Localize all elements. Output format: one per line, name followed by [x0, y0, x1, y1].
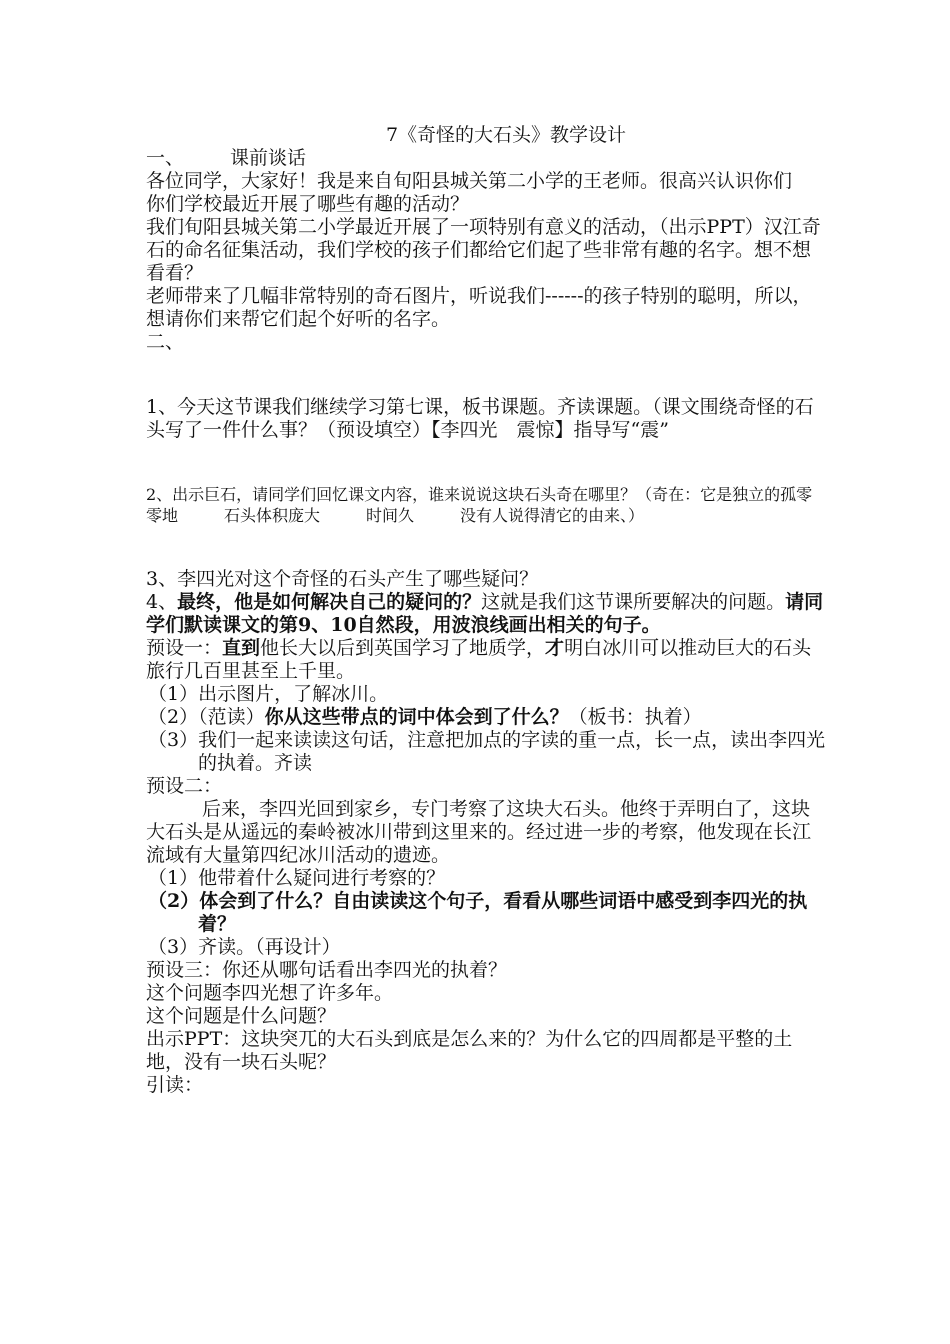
section-heading-1: [146, 147, 826, 170]
preset-2-item: （3）齐读。（再设计）: [148, 936, 341, 958]
document-title: 7《奇怪的大石头》教学设计: [385, 124, 627, 146]
paragraph: 这个问题李四光想了许多年。: [146, 982, 394, 1004]
paragraph: 老师带来了几幅非常特别的奇石图片，听说我们------的孩子特别的聪明，所以，想请你们来帮它们起个好听的名字。: [146, 285, 812, 330]
paragraph: 引读：: [146, 1074, 204, 1096]
preset-2-item: （2）体会到了什么？自由读读这个句子，看看从哪些词语中感受到李四光的执着？: [148, 890, 808, 935]
step-3: 3、李四光对这个奇怪的石头产生了哪些疑问？: [146, 568, 539, 590]
section-title: 课前谈话: [230, 147, 307, 169]
section-heading-2: 二、: [146, 331, 185, 353]
section-number: 一、: [146, 147, 185, 169]
step-2: 2、出示巨石，请同学们回忆课文内容，谁来说说这块石头奇在哪里？（奇在：它是独立的孤零零地 石头体积庞大 时间久 没有人说得清它的由来、）: [146, 485, 813, 525]
document-body: [146, 124, 826, 1097]
step-4: 4、最终，他是如何解决自己的疑问的？这就是我们这节课所要解决的问题。请同学们默读课文的第9、10自然段，用波浪线画出相关的句子。: [146, 591, 824, 636]
preset-1-item: （3）我们一起来读读这句话，注意把加点的字读的重一点，长一点，读出李四光的执着。齐读: [148, 729, 826, 774]
preset-1-item: （2）（范读）你从这些带点的词中体会到了什么？（板书：执着）: [148, 706, 702, 728]
paragraph: 这个问题是什么问题？: [146, 1005, 337, 1027]
preset-2-label: 预设二：: [146, 775, 223, 797]
paragraph: 各位同学，大家好！我是来自旬阳县城关第二小学的王老师。很高兴认识你们: [146, 170, 793, 192]
preset-2-text: 后来，李四光回到家乡，专门考察了这块大石头。他终于弄明白了，这块大石头是从遥远的秦岭被冰川带到这里来的。经过进一步的考察，他发现在长江流域有大量第四纪冰川活动的遗迹。: [146, 798, 812, 866]
preset-1: 预设一：直到他长大以后到英国学习了地质学，才明白冰川可以推动巨大的石头旅行几百里甚至上千里。: [146, 637, 812, 682]
paragraph: 我们旬阳县城关第二小学最近开展了一项特别有意义的活动，（出示PPT）汉江奇石的命名征集活动，我们学校的孩子们都给它们起了些非常有趣的名字。想不想看看？: [146, 216, 821, 284]
preset-1-item: （1）出示图片，了解冰川。: [148, 683, 389, 705]
preset-3: 预设三：你还从哪句话看出李四光的执着？: [146, 959, 508, 981]
preset-2-item: （1）他带着什么疑问进行考察的？: [148, 867, 446, 889]
step-1: 1、今天这节课我们继续学习第七课，板书课题。齐读课题。（课文围绕奇怪的石头写了一件什么事？（预设填空）【李四光 震惊】指导写“震”: [146, 396, 814, 441]
paragraph: 出示PPT：这块突兀的大石头到底是怎么来的？为什么它的四周都是平整的土地，没有一块石头呢？: [146, 1028, 793, 1073]
paragraph: 你们学校最近开展了哪些有趣的活动？: [146, 193, 470, 215]
